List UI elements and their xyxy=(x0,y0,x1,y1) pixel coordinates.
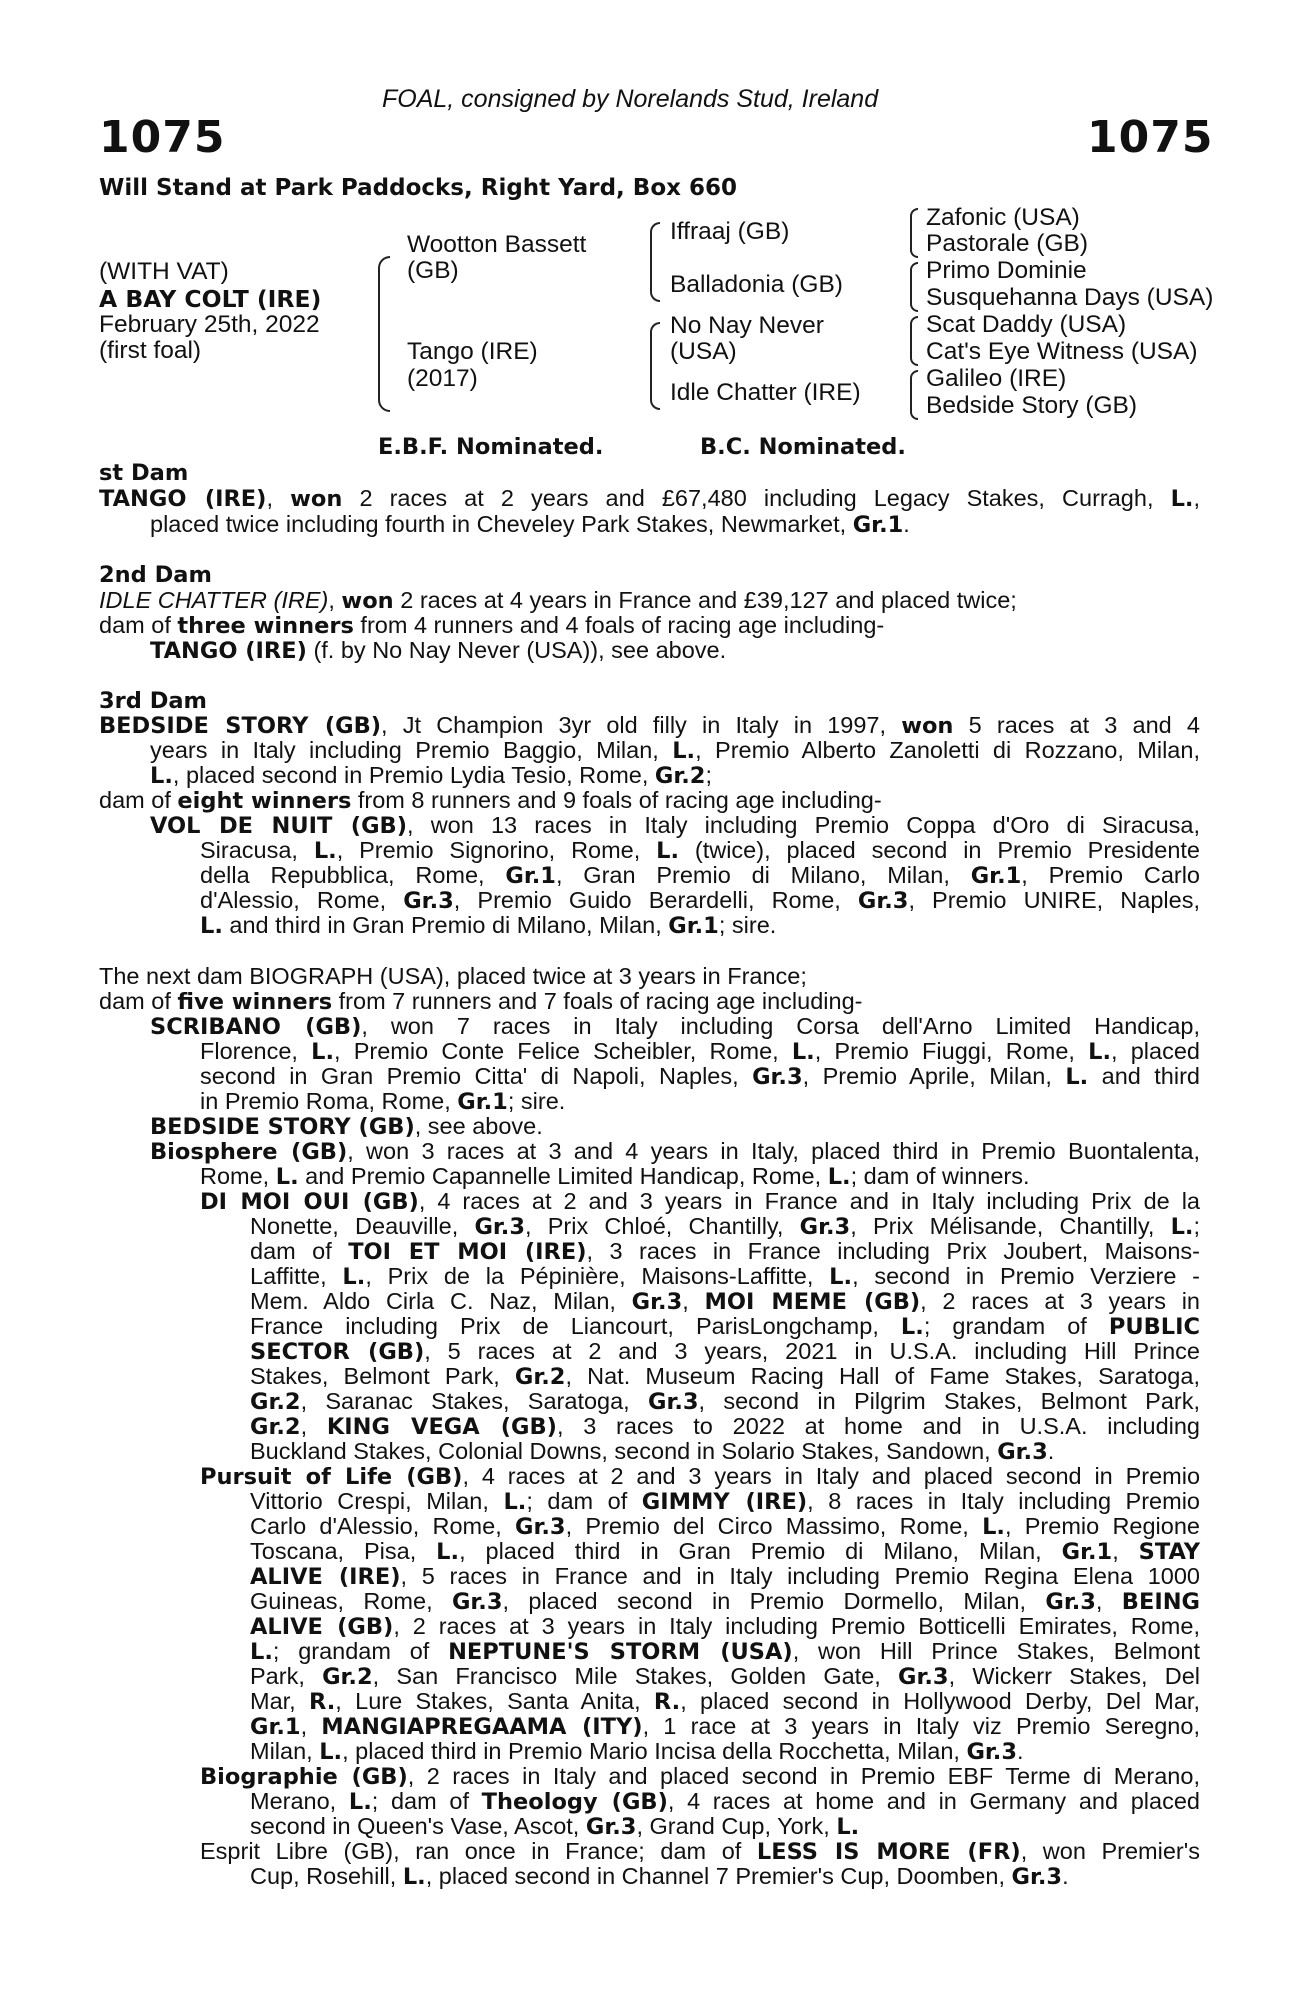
brace-g1 xyxy=(910,208,918,258)
third-dam-heading: 3rd Dam xyxy=(99,688,207,714)
third-dam-line-4: dam of eight winners from 8 runners and 9 foals of racing age including- xyxy=(99,787,882,814)
next-dam-line-36: Esprit Libre (GB), ran once in France; dam of LESS IS MORE (FR), won Premier's xyxy=(200,1838,1200,1865)
pedigree-sds: Primo Dominie xyxy=(926,257,1087,284)
next-dam-line-13: Laffitte, L., Prix de la Pépinière, Maisons-Laffitte, L., second in Premio Verziere - xyxy=(250,1263,1200,1290)
third-dam-line-3: L., placed second in Premio Lydia Tesio, Rome, Gr.2; xyxy=(150,762,712,789)
next-dam-line-26: Guineas, Rome, Gr.3, placed second in Premio Dormello, Milan, Gr.3, BEING xyxy=(250,1588,1200,1615)
brace-g4 xyxy=(910,370,918,420)
next-dam-line-1: The next dam BIOGRAPH (USA), placed twice at 3 years in France; xyxy=(99,963,807,989)
next-dam-line-7: BEDSIDE STORY (GB), see above. xyxy=(150,1113,543,1140)
next-dam-line-3: SCRIBANO (GB), won 7 races in Italy including Corsa dell'Arno Limited Handicap, xyxy=(150,1013,1200,1040)
next-dam-line-12: dam of TOI ET MOI (IRE), 3 races in France including Prix Joubert, Maisons- xyxy=(250,1238,1201,1265)
pedigree-dds: Galileo (IRE) xyxy=(926,365,1067,392)
next-dam-line-2: dam of five winners from 7 runners and 7 foals of racing age including- xyxy=(99,988,863,1015)
bc-nomination: B.C. Nominated. xyxy=(700,434,906,460)
lot-number-right: 1075 xyxy=(1087,112,1214,163)
next-dam-line-11: Nonette, Deauville, Gr.3, Prix Chloé, Chantilly, Gr.3, Prix Mélisande, Chantilly, L.; xyxy=(250,1213,1201,1240)
pedigree-sire-sire: Iffraaj (GB) xyxy=(670,218,790,245)
foal-note: (first foal) xyxy=(99,337,202,364)
next-dam-line-14: Mem. Aldo Cirla C. Naz, Milan, Gr.3, MOI MEME (GB), 2 races at 3 years in xyxy=(250,1288,1200,1315)
stand-location: Will Stand at Park Paddocks, Right Yard, Box 660 xyxy=(99,175,737,201)
next-dam-line-30: Mar, R., Lure Stakes, Santa Anita, R., placed second in Hollywood Derby, Del Mar, xyxy=(250,1688,1200,1715)
second-dam-line-1: IDLE CHATTER (IRE), won 2 races at 4 years in France and £39,127 and placed twice; xyxy=(99,587,1017,614)
next-dam-line-29: Park, Gr.2, San Francisco Mile Stakes, Golden Gate, Gr.3, Wickerr Stakes, Del xyxy=(250,1663,1200,1690)
pedigree-ddd: Bedside Story (GB) xyxy=(926,392,1138,419)
next-dam-line-21: Pursuit of Life (GB), 4 races at 2 and 3 years in Italy and placed second in Premio xyxy=(200,1463,1201,1490)
pedigree-ssd: Pastorale (GB) xyxy=(926,230,1089,257)
pedigree-dsd: Cat's Eye Witness (USA) xyxy=(926,338,1198,365)
next-dam-line-37: Cup, Rosehill, L., placed second in Channel 7 Premier's Cup, Doomben, Gr.3. xyxy=(250,1863,1069,1890)
pedigree-dam-dam: Idle Chatter (IRE) xyxy=(670,379,861,406)
next-dam-line-31: Gr.1, MANGIAPREGAAMA (ITY), 1 race at 3 years in Italy viz Premio Seregno, xyxy=(250,1713,1200,1740)
next-dam-line-18: Gr.2, Saranac Stakes, Saratoga, Gr.3, second in Pilgrim Stakes, Belmont Park, xyxy=(250,1388,1200,1415)
next-dam-line-25: ALIVE (IRE), 5 races in France and in Italy including Premio Regina Elena 1000 xyxy=(250,1563,1200,1590)
next-dam-line-15: France including Prix de Liancourt, ParisLongchamp, L.; grandam of PUBLIC xyxy=(250,1313,1200,1340)
next-dam-line-17: Stakes, Belmont Park, Gr.2, Nat. Museum Racing Hall of Fame Stakes, Saratoga, xyxy=(250,1363,1200,1390)
vat-note: (WITH VAT) xyxy=(99,258,229,285)
horse-name: A BAY COLT (IRE) xyxy=(99,285,322,313)
next-dam-line-22: Vittorio Crespi, Milan, L.; dam of GIMMY (IRE), 8 races in Italy including Premio xyxy=(250,1488,1200,1515)
third-dam-line-1: BEDSIDE STORY (GB), Jt Champion 3yr old filly in Italy in 1997, won 5 races at 3 and 4 xyxy=(99,712,1200,739)
second-dam-heading: 2nd Dam xyxy=(99,562,212,588)
next-dam-line-27: ALIVE (GB), 2 races at 3 years in Italy including Premio Botticelli Emirates, Rome, xyxy=(250,1613,1200,1640)
lot-number-left: 1075 xyxy=(99,112,226,163)
ebf-nomination: E.B.F. Nominated. xyxy=(378,434,604,460)
pedigree-sss: Zafonic (USA) xyxy=(926,204,1080,231)
next-dam-line-32: Milan, L., placed third in Premio Mario Incisa della Rocchetta, Milan, Gr.3. xyxy=(250,1738,1024,1765)
next-dam-line-9: Rome, L. and Premio Capannelle Limited Handicap, Rome, L.; dam of winners. xyxy=(200,1163,1030,1190)
next-dam-line-6: in Premio Roma, Rome, Gr.1; sire. xyxy=(200,1088,566,1115)
next-dam-line-33: Biographie (GB), 2 races in Italy and placed second in Premio EBF Terme di Merano, xyxy=(200,1763,1200,1790)
second-dam-line-2: dam of three winners from 4 runners and 4 foals of racing age including- xyxy=(99,612,885,639)
next-dam-line-4: Florence, L., Premio Conte Felice Scheibler, Rome, L., Premio Fiuggi, Rome, L., placed xyxy=(200,1038,1200,1065)
pedigree-dam: Tango (IRE) xyxy=(407,338,538,365)
pedigree-brace-dam xyxy=(650,322,660,410)
first-dam-line-1: TANGO (IRE), won 2 races at 2 years and £67,480 including Legacy Stakes, Curragh, L., xyxy=(99,485,1200,512)
first-dam-heading: st Dam xyxy=(99,460,189,486)
next-dam-line-10: DI MOI OUI (GB), 4 races at 2 and 3 years in France and in Italy including Prix de la xyxy=(200,1188,1200,1215)
third-dam-line-7: della Repubblica, Rome, Gr.1, Gran Premio di Milano, Milan, Gr.1, Premio Carlo xyxy=(200,862,1201,889)
pedigree-sire: Wootton Bassett xyxy=(407,231,587,258)
second-dam-line-3: TANGO (IRE) (f. by No Nay Never (USA)), see above. xyxy=(150,637,727,664)
next-dam-line-5: second in Gran Premio Citta' di Napoli, Naples, Gr.3, Premio Aprile, Milan, L. and third xyxy=(200,1063,1200,1090)
next-dam-line-8: Biosphere (GB), won 3 races at 3 and 4 years in Italy, placed third in Premio Buontalenta, xyxy=(150,1138,1200,1165)
third-dam-line-9: L. and third in Gran Premio di Milano, Milan, Gr.1; sire. xyxy=(200,912,777,939)
pedigree-dam-year: (2017) xyxy=(407,365,478,392)
next-dam-line-35: second in Queen's Vase, Ascot, Gr.3, Grand Cup, York, L. xyxy=(250,1813,860,1840)
pedigree-sire-origin: (GB) xyxy=(407,257,459,284)
third-dam-line-8: d'Alessio, Rome, Gr.3, Premio Guido Berardelli, Rome, Gr.3, Premio UNIRE, Naples, xyxy=(200,887,1200,914)
next-dam-line-16: SECTOR (GB), 5 races at 2 and 3 years, 2021 in U.S.A. including Hill Prince xyxy=(250,1338,1200,1365)
pedigree-brace-main xyxy=(378,256,390,412)
consignor-line: FOAL, consigned by Norelands Stud, Ireland xyxy=(382,85,879,113)
third-dam-line-5: VOL DE NUIT (GB), won 13 races in Italy including Premio Coppa d'Oro di Siracusa, xyxy=(150,812,1200,839)
pedigree-brace-sire xyxy=(650,222,660,302)
foaling-date: February 25th, 2022 xyxy=(99,311,320,338)
pedigree-dam-sire-origin: (USA) xyxy=(670,338,737,365)
next-dam-line-20: Buckland Stakes, Colonial Downs, second in Solario Stakes, Sandown, Gr.3. xyxy=(250,1438,1055,1465)
third-dam-line-2: years in Italy including Premio Baggio, Milan, L., Premio Alberto Zanoletti di Rozzano, Milan, xyxy=(150,737,1200,764)
pedigree-sire-dam: Balladonia (GB) xyxy=(670,271,843,298)
brace-g2 xyxy=(910,262,918,312)
next-dam-line-34: Merano, L.; dam of Theology (GB), 4 races at home and in Germany and placed xyxy=(250,1788,1200,1815)
next-dam-line-23: Carlo d'Alessio, Rome, Gr.3, Premio del Circo Massimo, Rome, L., Premio Regione xyxy=(250,1513,1200,1540)
first-dam-line-2: placed twice including fourth in Cheveley Park Stakes, Newmarket, Gr.1. xyxy=(150,511,910,538)
next-dam-line-24: Toscana, Pisa, L., placed third in Gran Premio di Milano, Milan, Gr.1, STAY xyxy=(250,1538,1201,1565)
next-dam-line-19: Gr.2, KING VEGA (GB), 3 races to 2022 at home and in U.S.A. including xyxy=(250,1413,1201,1440)
pedigree-dam-sire: No Nay Never xyxy=(670,312,824,339)
brace-g3 xyxy=(910,316,918,366)
pedigree-sdd: Susquehanna Days (USA) xyxy=(926,284,1214,311)
pedigree-dss: Scat Daddy (USA) xyxy=(926,311,1127,338)
next-dam-line-28: L.; grandam of NEPTUNE'S STORM (USA), won Hill Prince Stakes, Belmont xyxy=(250,1638,1200,1665)
third-dam-line-6: Siracusa, L., Premio Signorino, Rome, L. (twice), placed second in Premio Presidente xyxy=(200,837,1200,864)
